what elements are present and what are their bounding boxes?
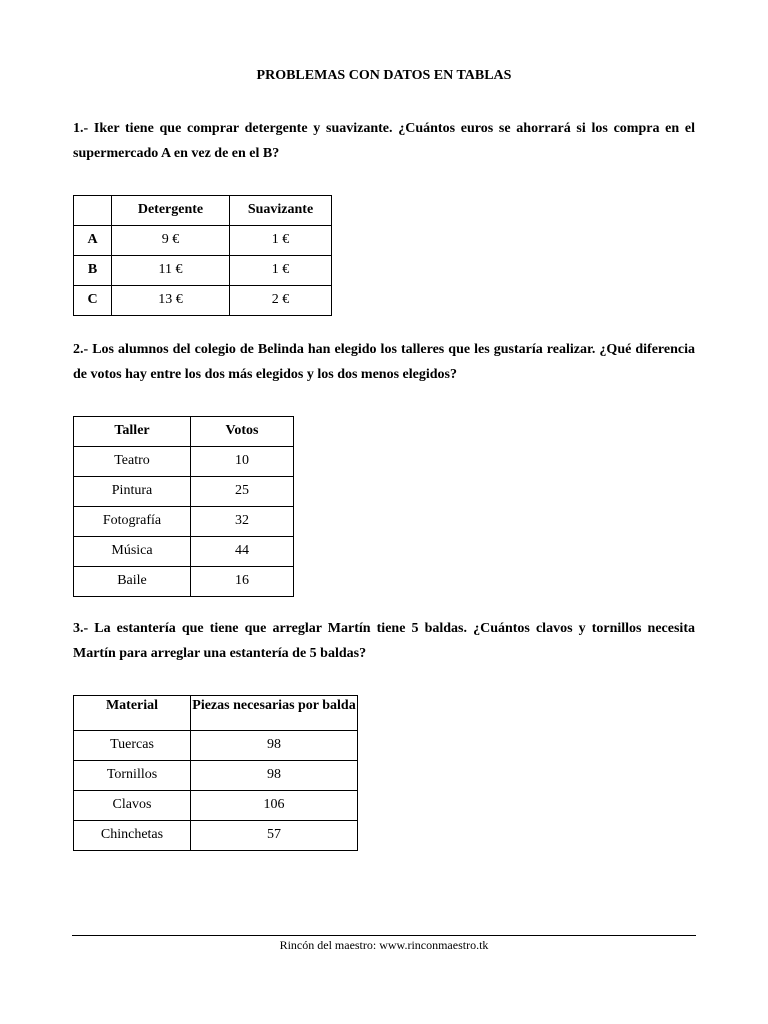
table-row — [74, 761, 358, 791]
table-header-row — [74, 696, 358, 731]
table-cell: 44 — [191, 537, 294, 567]
table-header-row — [74, 196, 332, 226]
table-cell: 57 — [191, 821, 358, 851]
document-title: PROBLEMAS CON DATOS EN TABLAS — [256, 68, 512, 83]
table-cell: Tuercas — [74, 731, 191, 761]
footer-text: Rincón del maestro: www.rinconmaestro.tk — [279, 938, 489, 952]
table-row — [74, 226, 332, 256]
footer-divider — [72, 935, 696, 936]
problem-1-text: 1.- Iker tiene que comprar detergente y suavizante. ¿Cuántos euros se ahorrará si los compra en el supermercado A en vez de en el B? — [73, 121, 695, 161]
table-cell: 11 € — [112, 256, 230, 286]
table-row — [74, 731, 358, 761]
table-row — [74, 537, 294, 567]
table-row — [74, 791, 358, 821]
table-row — [74, 256, 332, 286]
table-shelf-materials — [73, 695, 358, 851]
table-cell: 106 — [191, 791, 358, 821]
table-cell: 98 — [191, 731, 358, 761]
table-cell: Teatro — [74, 447, 191, 477]
table-cell: Clavos — [74, 791, 191, 821]
table-header-cell: Piezas necesarias por balda — [191, 696, 358, 731]
table-row-label: B — [74, 256, 112, 286]
table-row-label: A — [74, 226, 112, 256]
table-row — [74, 821, 358, 851]
table-supermarket-prices — [73, 195, 332, 316]
table-header-row — [74, 417, 294, 447]
table-row — [74, 567, 294, 597]
table-cell: Tornillos — [74, 761, 191, 791]
table-row — [74, 477, 294, 507]
table-row — [74, 286, 332, 316]
table-cell: 98 — [191, 761, 358, 791]
table-header-cell: Suavizante — [230, 196, 332, 226]
table-cell: Chinchetas — [74, 821, 191, 851]
table-cell: 32 — [191, 507, 294, 537]
table-cell: Fotografía — [74, 507, 191, 537]
table-row — [74, 447, 294, 477]
table-header-cell — [74, 196, 112, 226]
table-cell: 13 € — [112, 286, 230, 316]
table-cell: Música — [74, 537, 191, 567]
table-cell: 25 — [191, 477, 294, 507]
table-cell: 2 € — [230, 286, 332, 316]
table-header-cell: Material — [74, 696, 191, 731]
table-row-label: C — [74, 286, 112, 316]
table-cell: Pintura — [74, 477, 191, 507]
problem-2-text: 2.- Los alumnos del colegio de Belinda han elegido los talleres que les gustaría realizar. ¿Qué diferencia de votos hay entre los dos más elegidos y los dos menos elegidos? — [73, 342, 695, 382]
table-header-cell: Taller — [74, 417, 191, 447]
table-cell: 9 € — [112, 226, 230, 256]
problem-3-text: 3.- La estantería que tiene que arreglar Martín tiene 5 baldas. ¿Cuántos clavos y tornillos necesita Martín para arreglar una estantería de 5 baldas? — [73, 621, 695, 661]
table-cell: 16 — [191, 567, 294, 597]
table-workshop-votes — [73, 416, 294, 597]
table-cell: Baile — [74, 567, 191, 597]
table-cell: 1 € — [230, 256, 332, 286]
table-header-cell: Detergente — [112, 196, 230, 226]
table-cell: 10 — [191, 447, 294, 477]
table-header-cell: Votos — [191, 417, 294, 447]
table-row — [74, 507, 294, 537]
table-cell: 1 € — [230, 226, 332, 256]
